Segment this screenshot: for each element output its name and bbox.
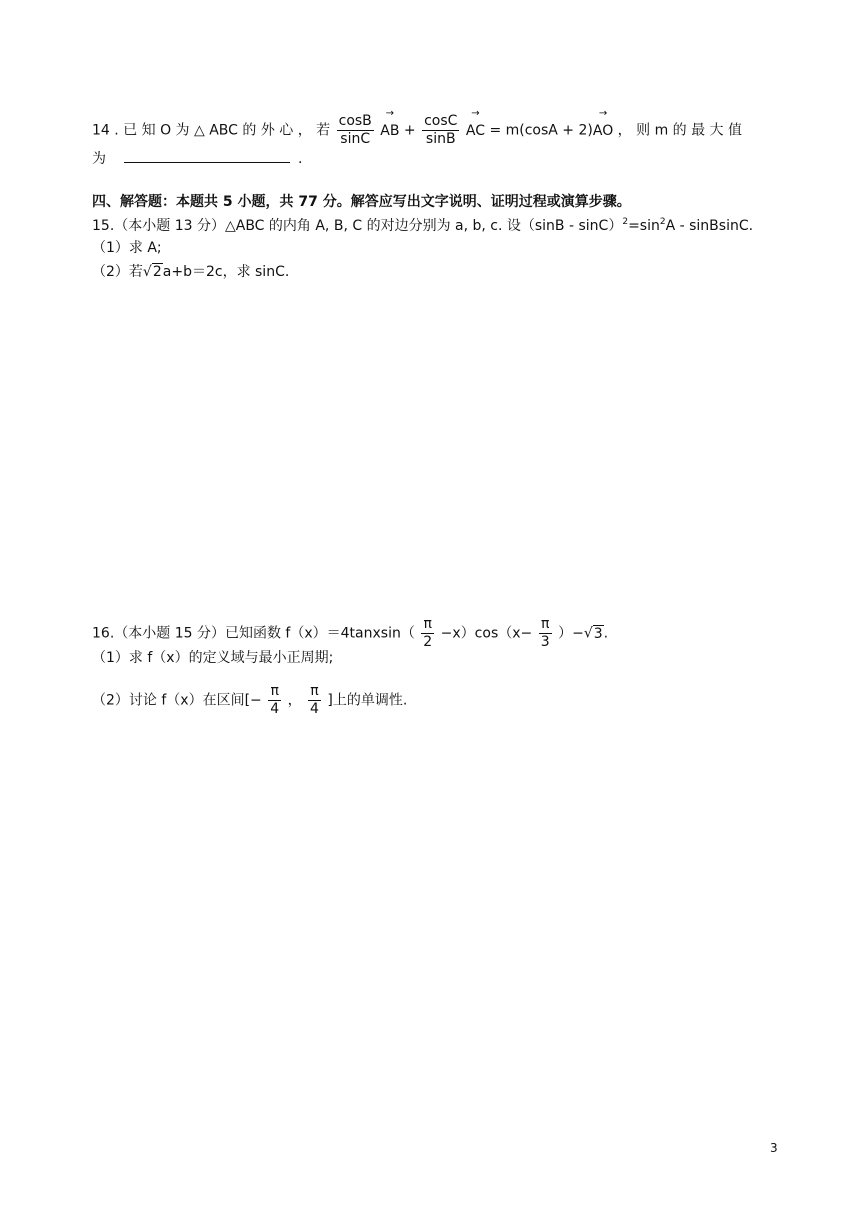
question-14-line2 [92,148,302,169]
q14-prefix: 14 . 已 知 O 为 △ ABC 的 外 心 ， 若 [92,122,331,139]
question-15-stem: 15.（本小题 13 分）△ABC 的内角 A, B, C 的对边分别为 a, b, c. 设$(\sin B - \sin C)^2=\sin^2A$ - sinBsinC. [92,217,754,234]
question-14-line1 [92,114,742,147]
question-16-part1: （1）求 f（x）的定义域与最小正周期; [92,650,334,666]
q14-suffix: ， 则 m 的 最 大 值 [617,122,743,139]
question-15-part1: （1）求 A; [92,240,162,256]
question-16-part2: （2）讨论 f（x）在区间[− $\frac{\pi}{4}$ ， $\frac{\pi}{4}$ ]上的单调性. [92,683,408,717]
q16-fraction-pi-4-left: $\frac{\pi}{4}$ [270,683,280,717]
section-4-heading: 四、解答题：本题共 5 小题，共 77 分。解答应写出文字说明、证明过程或演算步骤。 [92,194,631,210]
page-number: 3 [770,1141,778,1155]
q14-vector-ao: → AO [593,121,613,141]
q14-vector-ab: → AB [380,121,399,141]
q14-answer-blank[interactable] [124,148,290,163]
q14-line2-start: 为 [92,151,106,167]
q14-fraction-cosb-sinc: $\frac{\cos B}{\sin C}$ [338,113,372,147]
question-15-part2: （2）若√2a+b＝2c，求 sinC. [92,264,290,280]
q14-line2-end: . [298,151,303,167]
q14-mid: = m(cosA + 2) [489,122,593,139]
q16-fraction-pi-2: $\frac{\pi}{2}$ [423,616,433,650]
q16-fraction-pi-4-right: $\frac{\pi}{4}$ [310,683,319,717]
q14-fraction-cosc-sinb: $\frac{\cos C}{\sin B}$ [424,113,458,147]
question-16-stem: 16.（本小题 15 分）已知函数 f（x）＝4tanxsin（ $\frac{\pi}{2}$ −x）cos（x− $\frac{\pi}{3}$ ）−√3. [92,616,609,650]
q14-vector-ac: → AC [466,121,485,141]
q16-fraction-pi-3: $\frac{\pi}{3}$ [540,616,550,650]
q14-plus: + [403,122,416,139]
